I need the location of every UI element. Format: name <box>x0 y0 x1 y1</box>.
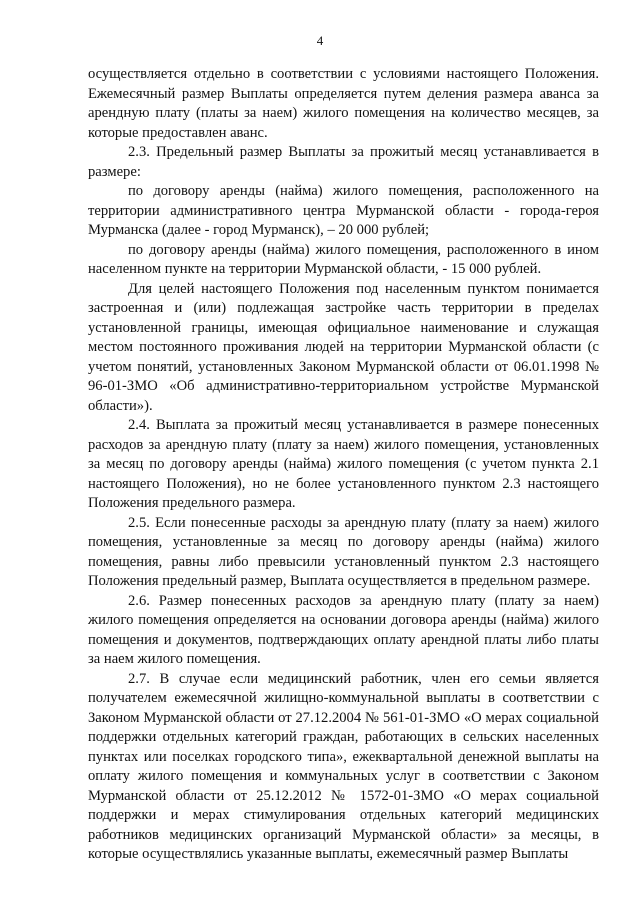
document-body <box>88 65 599 865</box>
paragraph-2-6: 2.6. Размер понесенных расходов за арендную плату (плату за наем) жилого помещения определяется на основании договора аренды (найма) жилого помещения и документов, подтверждающих оплату арендной платы либо платы за наем жилого помещения. <box>88 592 599 667</box>
paragraph-murmansk-limit: по договору аренды (найма) жилого помещения, расположенного на территории административного центра Мурманской области - города-героя Мурманска (далее - город Мурманск), – 20 000 рублей; <box>88 183 599 238</box>
paragraph-2-3: 2.3. Предельный размер Выплаты за прожитый месяц устанавливается в размере: <box>88 144 599 180</box>
page-number: 4 <box>316 33 324 48</box>
paragraph-settlement-definition: Для целей настоящего Положения под населенным пунктом понимается застроенная и (или) подлежащая застройке часть территории в пределах установленной границы, имеющая официальное наименование и служащая местом постоянного проживания людей на территории Мурманской области (с учетом понятий, установленных Законом Мурманской области от 06.01.1998 № 96-01-ЗМО «Об административно-территориальном устройстве Мурманской области»). <box>88 280 599 414</box>
paragraph-other-settlement-limit: по договору аренды (найма) жилого помещения, расположенного в ином населенном пункте на территории Мурманской области, - 15 000 рублей. <box>88 241 599 277</box>
paragraph-continuation: осуществляется отдельно в соответствии с условиями настоящего Положения. Ежемесячный размер Выплаты определяется путем деления размера аванса за арендную плату (платы за наем) жилого помещения на количество месяцев, за которые предоставлен аванс. <box>88 66 599 141</box>
paragraph-2-5: 2.5. Если понесенные расходы за арендную плату (плату за наем) жилого помещения, установленные за месяц по договору аренды (найма) жилого помещения, равны либо превысили установленный пунктом 2.3 настоящего Положения предельный размер, Выплата осуществляется в предельном размере. <box>88 514 599 589</box>
paragraph-2-7: 2.7. В случае если медицинский работник, член его семьи является получателем ежемесячной жилищно-коммунальной выплаты в соответствии с Законом Мурманской области от 27.12.2004 № 561-01-ЗМО «О мерах социальной поддержки отдельных категорий граждан, работающих в сельских населенных пунктах или поселках городского типа», ежеквартальной денежной выплаты на оплату жилого помещения и коммунальных услуг в соответствии с Законом Мурманской области от 25.12.2012 № 1572-01-ЗМО «О мерах социальной поддержки и мерах стимулирования отдельных категорий медицинских работников медицинских организаций Мурманской области» за месяцы, в которые осуществлялись указанные выплаты, ежемесячный размер Выплаты <box>88 670 599 862</box>
paragraph-2-4: 2.4. Выплата за прожитый месяц устанавливается в размере понесенных расходов за арендную плату (плату за наем) жилого помещения, установленных за месяц по договору аренды (найма) жилого помещения (с учетом пункта 2.1 настоящего Положения), но не более установленного пунктом 2.3 настоящего Положения предельного размера. <box>88 417 599 511</box>
